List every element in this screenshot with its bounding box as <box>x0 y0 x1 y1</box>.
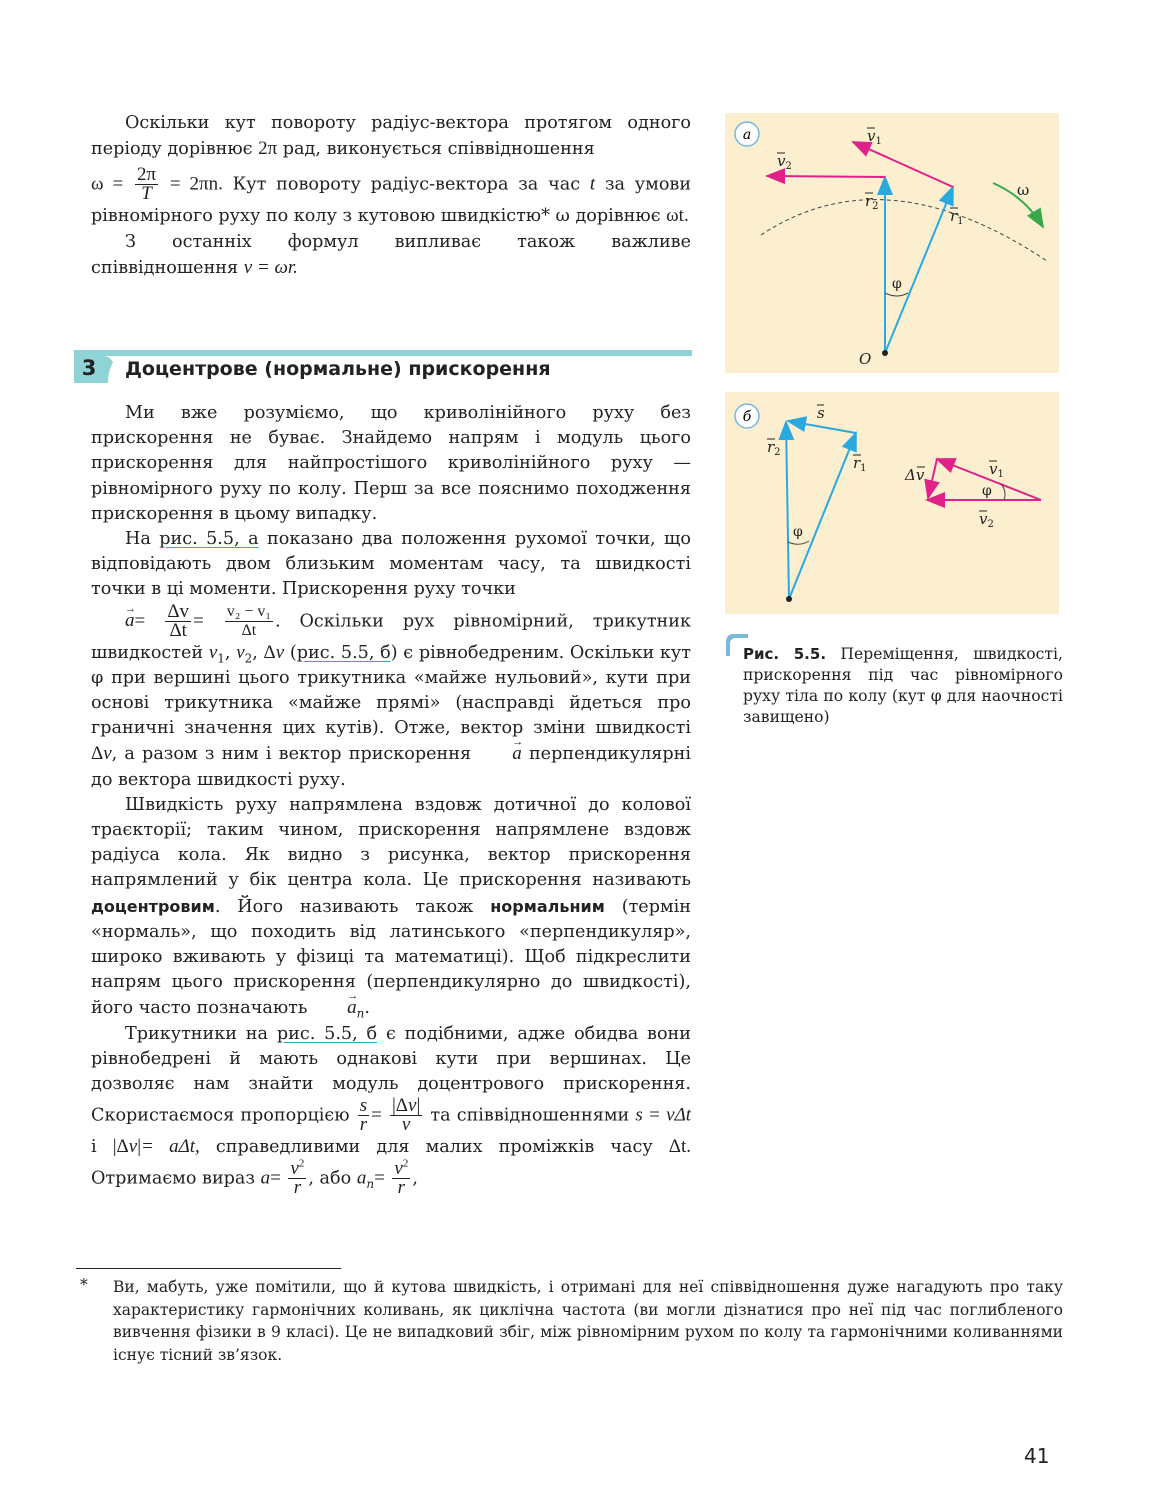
label-dv: Δv <box>905 466 925 484</box>
label-v2: $v_2$ <box>777 152 792 172</box>
link-fig-5-5-b[interactable]: рис. 5.5, б <box>296 642 391 663</box>
label-origin: O <box>859 350 872 368</box>
intro-text <box>91 111 691 281</box>
figure-b-label: б <box>742 409 752 425</box>
figure-a-label: а <box>742 127 752 143</box>
figure-caption <box>743 644 1063 728</box>
label-phi: φ <box>892 276 902 292</box>
label-r1-b: $r_1$ <box>853 454 867 474</box>
figure-5-5-a <box>725 113 1059 373</box>
paragraph-3: Ми вже розуміємо, що криволінійного руху без прискорення не буває. Знайдемо напрям і модуль цього прискорення для найпростішого криволінійного руху — рівномірного руху по колу. Перш за все пояснимо походження прискорення в цьому випадку. <box>91 403 691 524</box>
term-centripetal: доцентровим <box>91 896 215 916</box>
section-header <box>74 350 692 383</box>
vector-r2-b <box>786 422 789 599</box>
paragraph-5: Швидкість руху напрямлена вздовж дотичної до колової траєкторії; таким чином, прискорення напрямлене вздовж радіуса кола. Як видно з рисунка, вектор прискорення напрямлений у бік центра кола. Це прискорення називають доцентровим. Його називають також нормальним (термін «нормаль», що походить від латинського «перпендикуляр», широко вживають у фізиці та математиці). Щоб підкреслити напрям цього прискорення (перпендикулярно до швидкості), його часто позначають → $a_n$. <box>91 793 691 1022</box>
fraction-v2-v1: $\frac{\text{v₂ − v₁}}{\Delta t}$ <box>226 602 271 639</box>
fraction-v2-r-2: $\frac{v^2}{r}$ <box>394 1158 409 1199</box>
label-v2-b: $v_2$ <box>979 510 994 530</box>
footnote-rule <box>76 1268 341 1269</box>
label-v1: $v_1$ <box>867 127 882 147</box>
term-normal: нормальним <box>490 896 605 916</box>
paragraph-6: Трикутники на рис. 5.5, б є подібними, адже обидва вони рівнобедрені й мають однакові кути при вершинах. Це дозволяє нам знайти модуль доцентрового прискорення. Скористаємося пропорцією $\frac{s}{r}$ = $\frac{|\Delta v|}{v}$ та співвідношеннями s = vΔt і |Δv|= aΔt, справедливими для малих проміжків часу Δt. Отримаємо вираз a= $\frac{v^2}{r}$ , або $a_n=$ $\frac{v^2}{r}$ , <box>91 1023 692 1199</box>
label-phi-b1: φ <box>793 524 803 540</box>
label-r2-b: $r_2$ <box>767 438 781 458</box>
footnote-text: Ви, мабуть, уже помітили, що й кутова швидкість, і отримані для неї співвідношення дуже нагадують про таку характеристику гармонічних коливань, як циклічна частота (ви могли дізнатися про неї під час поглибленого вивчення фізики в 9 класі). Це не випадковий збіг, між рівномірним рухом по колу та гармонічними коливаннями існує тісний зв’язок. <box>113 1278 1063 1364</box>
label-omega: ω <box>1017 181 1030 199</box>
formula-omega-line: ω = $\frac{2\pi}{T}$ = 2πn. Кут повороту радіус-вектора за час t за умови рівномірного руху по колу з кутовою швидкістю* ω дорівнює ωt. <box>91 164 692 227</box>
footnote-star: * <box>80 1276 88 1294</box>
label-s: s <box>817 404 825 422</box>
paragraph-4: На рис. 5.5, а показано два положення рухомої точки, що відповідають двом близьким моментам часу, та швидкості точки в ці моменти. Прискорення руху точки → a= $\frac{\Delta v}{\Delta t}$ = $\frac{\text{v₂ − v₁}}{\Delta t}$ . Оскільки рух рівномірний, трикутник швидкостей $v_1$, $v_2$, Δv (рис. 5.5, б) є рівнобедреним. Оскільки кут φ при вершині цього трикутника «майже нульовий», кути при основі трикутника «майже прямі» (насправді йдеться про граничні значення цих кутів). Отже, вектор зміни швидкості Δv, а разом з ним і вектор прискорення → a перпендикулярні до вектора швидкості руху. <box>91 527 691 793</box>
vector-dv <box>928 459 937 498</box>
figure-b-drawing <box>725 392 1059 614</box>
label-r2: $r_2$ <box>865 192 879 212</box>
caption-label: Рис. 5.5. <box>743 645 827 663</box>
vector-s <box>788 421 856 433</box>
figure-a-drawing <box>725 113 1059 373</box>
label-r1: $r_1$ <box>950 207 964 227</box>
angle-arc-b1 <box>788 541 809 544</box>
vector-v2 <box>767 176 885 177</box>
link-fig-5-5-b-2[interactable]: рис. 5.5, б <box>276 1023 378 1044</box>
caption-text: Переміщення, швидкості, прискорення під час рівномірного руху тіла по колу (кут φ для наочності завищено) <box>743 645 1063 726</box>
fraction-2pi-T: $\frac{2\pi}{T}$ <box>136 164 157 205</box>
center-point <box>882 350 888 356</box>
figure-5-5-b <box>725 392 1059 614</box>
paragraph-1: Оскільки кут повороту радіус-вектора протягом одного періоду дорівнює 2π рад, виконується співвідношення <box>91 113 691 160</box>
vector-v1 <box>853 142 953 187</box>
circular-trajectory <box>761 200 1047 261</box>
vector-r1-b <box>789 433 856 599</box>
point-b <box>786 596 792 602</box>
vector-a: → a <box>91 608 135 633</box>
label-phi-b2: φ <box>982 483 992 499</box>
angle-arc <box>885 293 908 296</box>
fraction-v2-r: $\frac{v^2}{r}$ <box>290 1158 305 1199</box>
main-text <box>91 401 691 1197</box>
fraction-s-r: $\frac{s}{r}$ <box>359 1095 368 1136</box>
section-title: Доцентрове (нормальне) прискорення <box>125 358 551 380</box>
label-v1-b: $v_1$ <box>989 460 1004 480</box>
link-fig-5-5-a[interactable]: рис. 5.5, а <box>159 529 259 550</box>
page-number: 41 <box>1024 1444 1050 1468</box>
vector-r1 <box>885 187 953 353</box>
section-number: 3 <box>74 350 104 383</box>
fraction-dv-dt: $\frac{\Delta v}{\Delta t}$ <box>167 600 190 641</box>
fraction-dv-v: $\frac{|\Delta v|}{v}$ <box>391 1095 421 1136</box>
paragraph-2: З останніх формул випливає також важливе співвідношення v = ωr. <box>91 231 691 278</box>
